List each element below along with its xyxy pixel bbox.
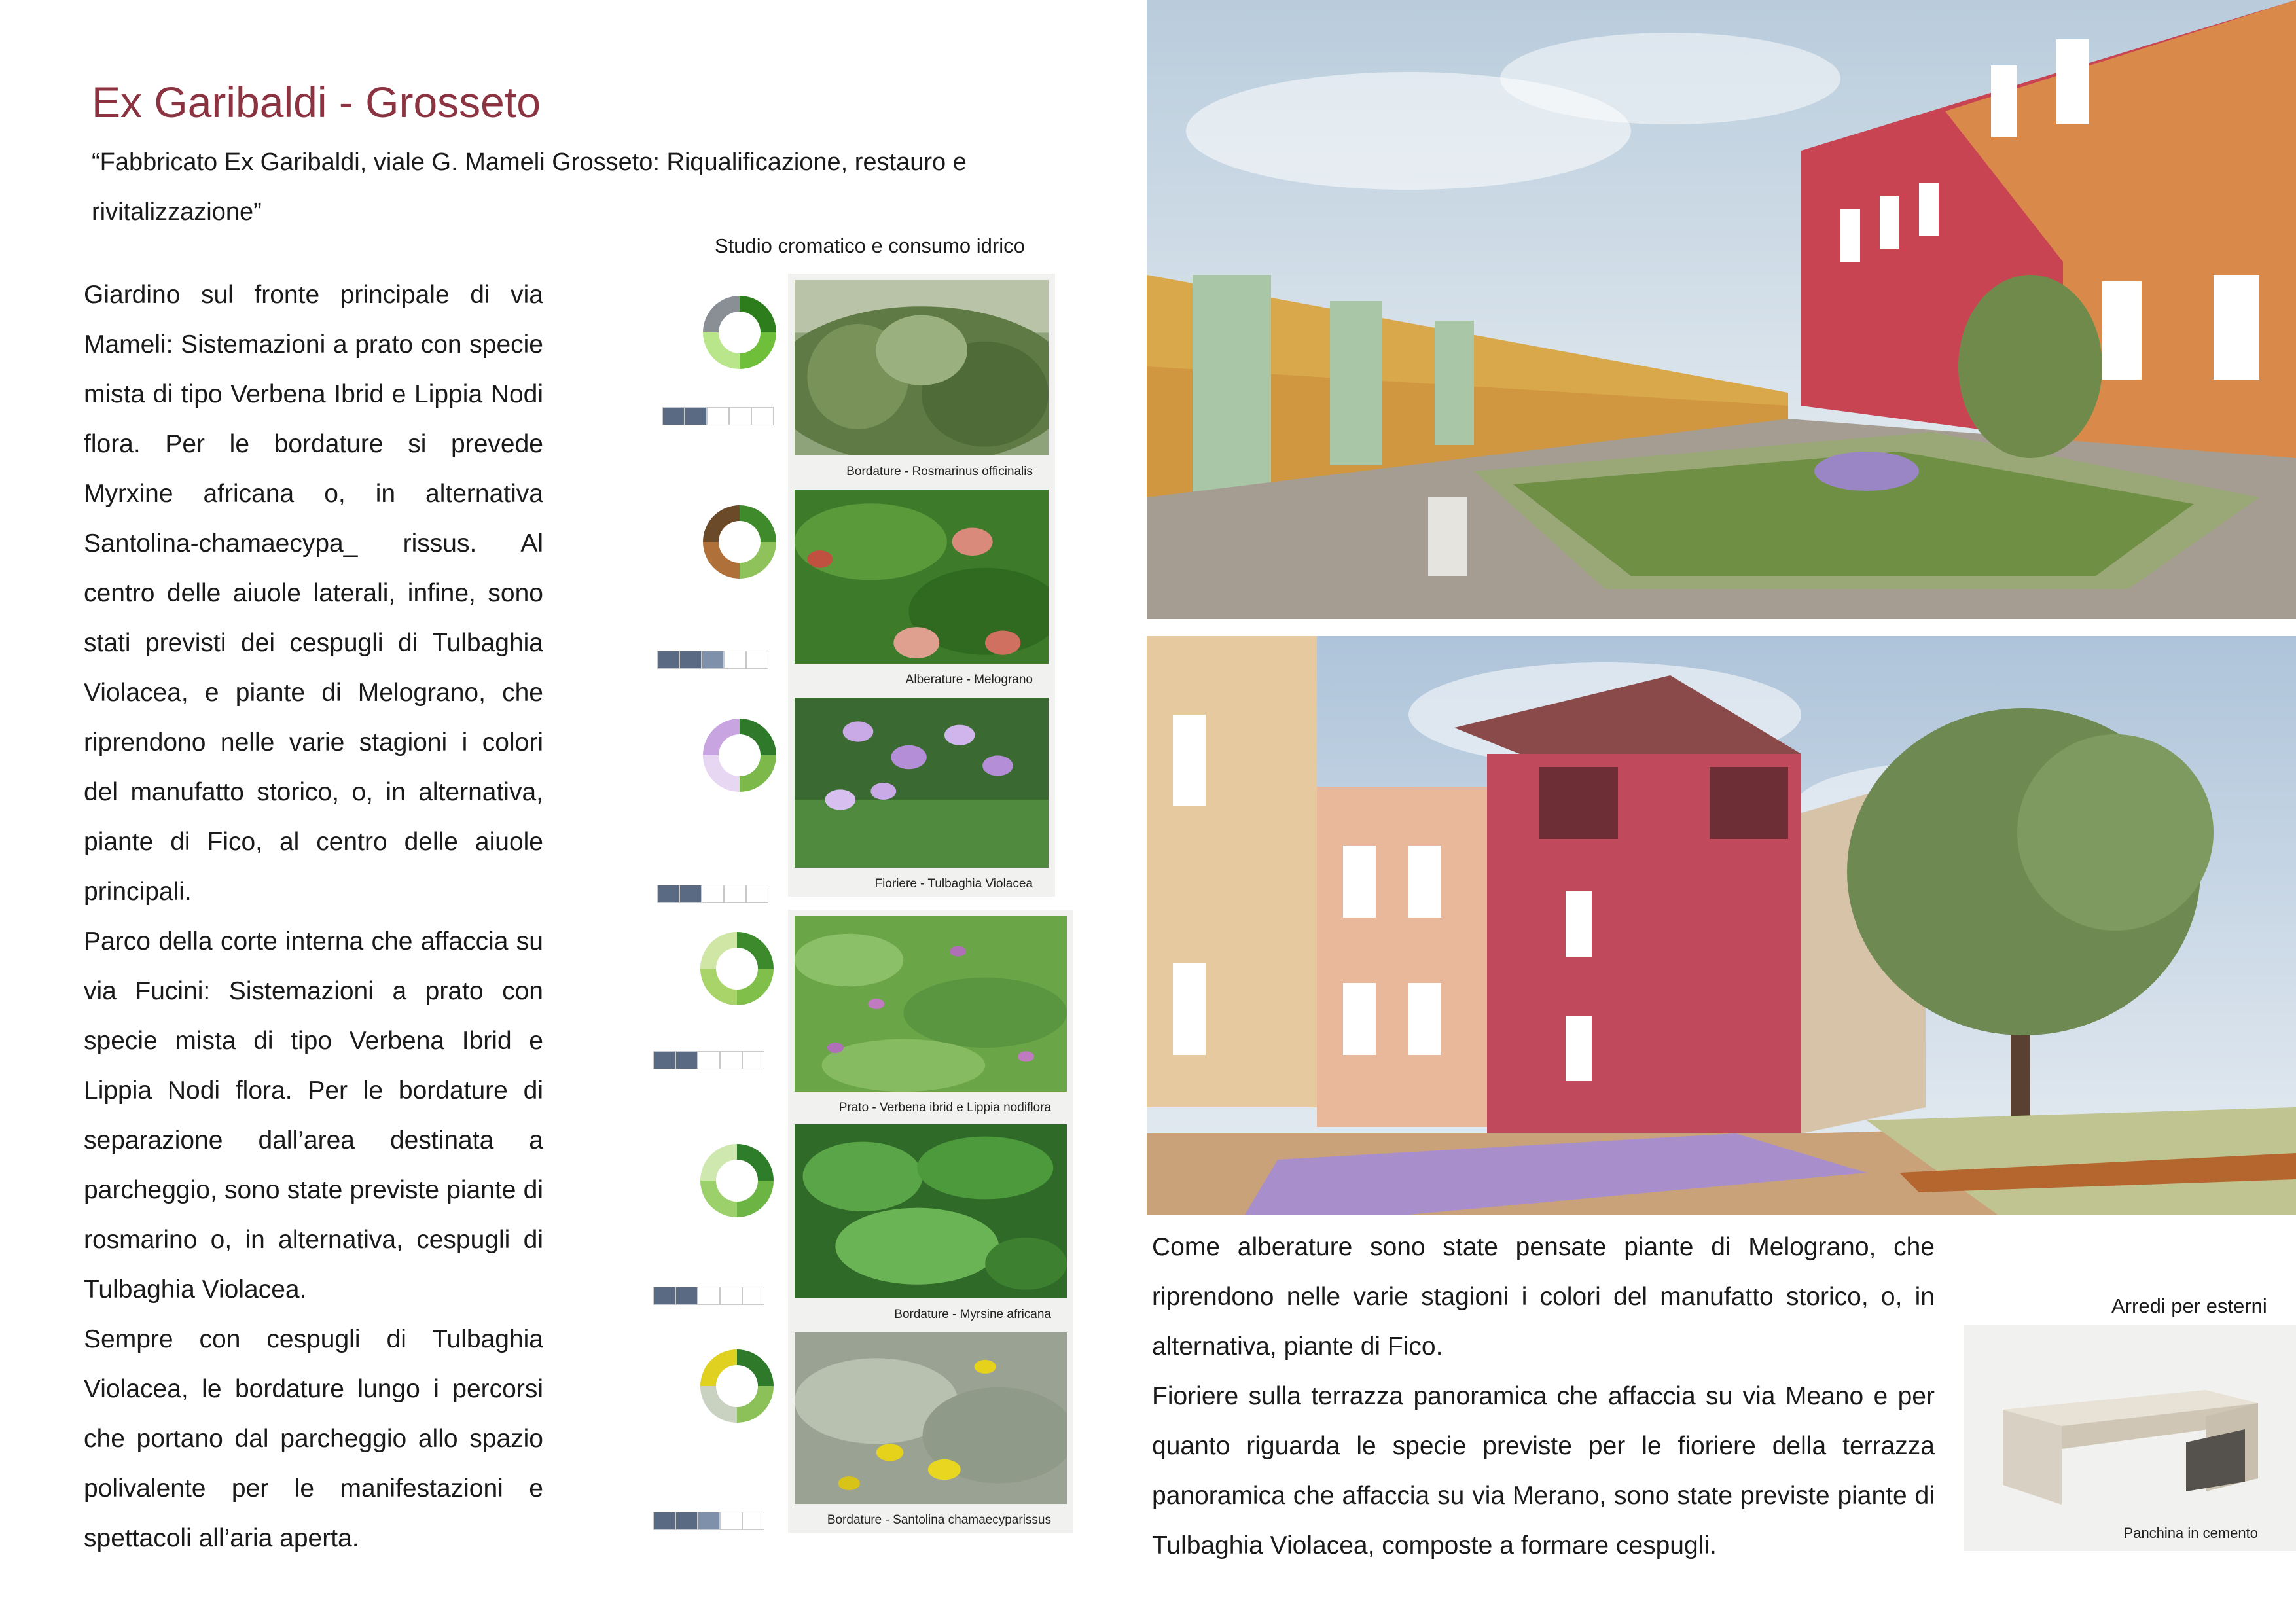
- plant-card-tulbaghia: [788, 691, 1055, 897]
- plant-card-melograno: [788, 483, 1055, 692]
- water-scale-cell: [657, 651, 679, 669]
- bench-icon: [1990, 1351, 2271, 1514]
- water-scale-cell: [679, 651, 702, 669]
- arredi-title: Arredi per esterni: [2111, 1294, 2267, 1317]
- water-scale-cell: [653, 1287, 675, 1305]
- color-donut-tulbaghia: [703, 719, 776, 792]
- plant-photo-myrsine: [795, 1124, 1067, 1298]
- water-scale-cell: [698, 1051, 720, 1069]
- water-scale-cell: [685, 407, 707, 425]
- plant-photo-prato: [795, 916, 1067, 1092]
- page-title: Ex Garibaldi - Grosseto: [92, 78, 541, 126]
- plant-card-rosmarinus: [788, 274, 1055, 484]
- water-scale-cell: [720, 1051, 742, 1069]
- water-scale-cell: [702, 885, 724, 903]
- water-scale-myrsine: [653, 1287, 764, 1305]
- water-scale-prato: [653, 1051, 764, 1069]
- right-description: [1152, 1222, 1935, 1571]
- right-paragraph-2: Fioriere sulla terrazza panoramica che affaccia su via Meano e per quanto riguarda le specie previste per le fioriere della terrazza panoramica che affaccia su via Merano, sono state previste piante di Tulbaghia Violacea, composte a formare cespugli.: [1152, 1382, 1935, 1560]
- water-scale-cell: [653, 1512, 675, 1530]
- water-scale-cell: [720, 1512, 742, 1530]
- color-donut-rosmarinus: [703, 296, 776, 369]
- bench-card: [1964, 1325, 2296, 1551]
- left-description: [84, 270, 543, 1563]
- water-scale-cell: [657, 885, 679, 903]
- water-scale-cell: [751, 407, 774, 425]
- water-scale-cell: [746, 885, 768, 903]
- water-scale-melograno: [657, 651, 768, 669]
- water-scale-cell: [724, 885, 746, 903]
- left-paragraph-2: Parco della corte interna che affaccia su via Fucini: Sistemazioni a prato con specie mista di tipo Verbena Ibrid e Lippia Nodi flora. Per le bordature di separazione dall’area destinata a parcheggio, sono state previste piante di rosmarino o, in alternativa, cespugli di Tulbaghia Violacea.: [84, 927, 543, 1304]
- plant-caption-santolina: Bordature - Santolina chamaecyparissus: [827, 1513, 1051, 1527]
- plant-caption-myrsine: Bordature - Myrsine africana: [894, 1308, 1051, 1321]
- right-paragraph-1: Come alberature sono state pensate piante di Melograno, che riprendono nelle varie stagioni i colori del manufatto storico, o, in alternativa, piante di Fico.: [1152, 1233, 1935, 1361]
- water-scale-cell: [662, 407, 685, 425]
- page-subtitle: “Fabbricato Ex Garibaldi, viale G. Mameli Grosseto: Riqualificazione, restauro e rivitalizzazione”: [92, 149, 967, 226]
- water-scale-cell: [698, 1287, 720, 1305]
- water-scale-cell: [679, 885, 702, 903]
- water-scale-rosmarinus: [662, 407, 774, 425]
- water-scale-cell: [675, 1051, 698, 1069]
- plant-caption-prato: Prato - Verbena ibrid e Lippia nodiflora: [838, 1101, 1051, 1115]
- water-scale-cell: [742, 1287, 764, 1305]
- water-scale-tulbaghia: [657, 885, 768, 903]
- water-scale-santolina: [653, 1512, 764, 1530]
- bench-caption: Panchina in cemento: [2123, 1525, 2258, 1541]
- water-scale-cell: [742, 1512, 764, 1530]
- color-donut-prato: [700, 932, 774, 1005]
- plant-card-prato: [788, 910, 1073, 1120]
- color-donut-melograno: [703, 505, 776, 579]
- plant-card-santolina: [788, 1326, 1073, 1533]
- plant-photo-rosmarinus: [795, 280, 1049, 455]
- water-scale-cell: [653, 1051, 675, 1069]
- water-scale-cell: [675, 1287, 698, 1305]
- water-scale-cell: [724, 651, 746, 669]
- color-donut-santolina: [700, 1349, 774, 1423]
- plant-photo-santolina: [795, 1332, 1067, 1504]
- water-scale-cell: [746, 651, 768, 669]
- left-paragraph-3: Sempre con cespugli di Tulbaghia Violacea, le bordature lungo i percorsi che portano dal parcheggio allo spazio polivalente per le manifestazioni e spettacoli all’aria aperta.: [84, 1325, 543, 1552]
- plant-card-myrsine: [788, 1118, 1073, 1327]
- water-scale-cell: [720, 1287, 742, 1305]
- water-scale-cell: [702, 651, 724, 669]
- water-scale-cell: [707, 407, 729, 425]
- water-scale-cell: [729, 407, 751, 425]
- water-scale-cell: [698, 1512, 720, 1530]
- studio-title: Studio cromatico e consumo idrico: [715, 234, 1025, 257]
- render-inner-court: [1147, 636, 2296, 1215]
- plant-photo-melograno: [795, 490, 1049, 664]
- color-donut-myrsine: [700, 1144, 774, 1217]
- water-scale-cell: [675, 1512, 698, 1530]
- left-paragraph-1: Giardino sul fronte principale di via Mameli: Sistemazioni a prato con specie mista di tipo Verbena Ibrid e Lippia Nodi flora. Per le bordature si prevede Myrxine africana o, in alternativa Santolina-chamaecypa_ rissus. Al centro delle aiuole laterali, infine, sono stati previsti dei cespugli di Tulbaghia Violacea, e piante di Melograno, che riprendono nelle varie stagioni i colori del manufatto storico, o, in alternativa, piante di Fico, al centro delle aiuole principali.: [84, 281, 543, 906]
- plant-caption-melograno: Alberature - Melograno: [905, 673, 1033, 687]
- plant-caption-tulbaghia: Fioriere - Tulbaghia Violacea: [874, 877, 1033, 891]
- plant-caption-rosmarinus: Bordature - Rosmarinus officinalis: [846, 465, 1033, 478]
- render-front-garden: [1147, 0, 2296, 619]
- plant-photo-tulbaghia: [795, 698, 1049, 868]
- water-scale-cell: [742, 1051, 764, 1069]
